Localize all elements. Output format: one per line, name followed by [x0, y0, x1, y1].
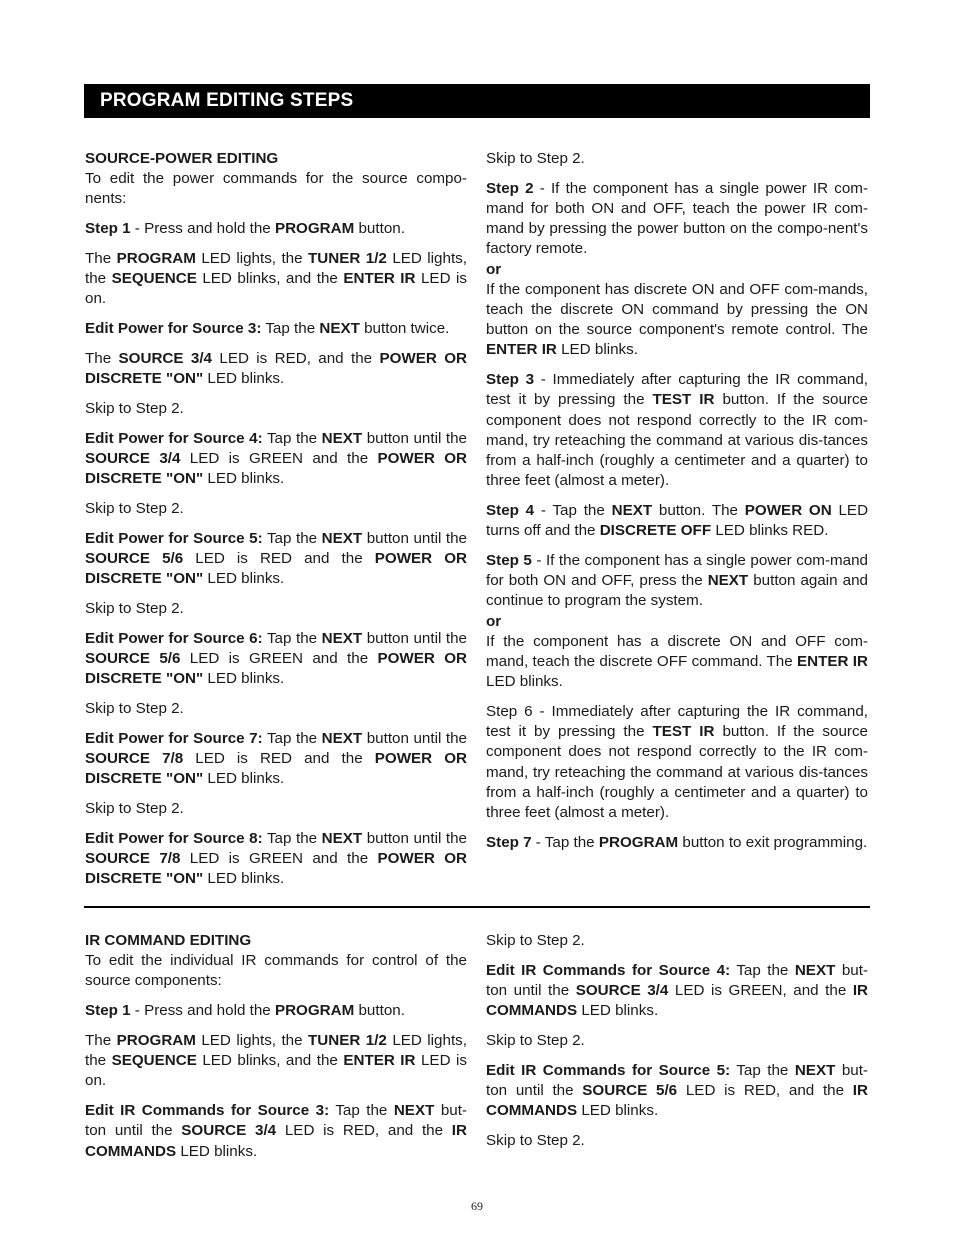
- text-run: LED blinks, and the: [196, 1052, 344, 1070]
- text-run: LED is RED, and the: [212, 350, 380, 367]
- text-run: LED blinks.: [203, 770, 285, 788]
- text-run: Skip to Step 2.: [486, 1132, 585, 1149]
- bold-text: POWER OR DISCRETE "ON": [85, 450, 467, 488]
- bold-text: Edit Power for Source 3:: [85, 320, 262, 338]
- bold-text: NEXT: [707, 572, 749, 590]
- text-run: Tap the: [329, 1102, 394, 1120]
- bold-text: TUNER 1/2: [308, 1032, 387, 1049]
- text-run: Skip to Step 2.: [85, 400, 184, 417]
- bold-text: PROGRAM: [116, 1032, 196, 1049]
- text-run: button to exit programming.: [678, 833, 868, 851]
- section-title: IR COMMAND EDITING: [85, 932, 252, 949]
- text-run: Skip to Step 2.: [85, 700, 184, 717]
- text-run: LED blinks.: [486, 673, 563, 691]
- bold-text: NEXT: [794, 1061, 836, 1079]
- text-run: Skip to Step 2.: [85, 800, 184, 817]
- paragraph: [486, 370, 868, 491]
- text-run: Tap the: [262, 629, 322, 647]
- bold-text: TUNER 1/2: [308, 250, 387, 267]
- text-run: Tap the: [730, 961, 795, 979]
- bold-text: NEXT: [321, 829, 363, 847]
- paragraph: [486, 1131, 868, 1151]
- text-run: LED blinks RED.: [711, 522, 829, 540]
- text-run: LED blinks.: [577, 1002, 659, 1020]
- text-run: Tap the: [262, 529, 322, 547]
- bold-text: POWER OR DISCRETE "ON": [85, 550, 467, 588]
- paragraph: [85, 1101, 467, 1162]
- text-run: LED is GREEN and the: [180, 450, 378, 467]
- bold-text: POWER OR DISCRETE "ON": [85, 750, 467, 788]
- text-run: LED is GREEN and the: [180, 650, 378, 667]
- paragraph: [486, 551, 868, 612]
- bold-text: NEXT: [321, 729, 363, 747]
- text-run: LED lights, the: [195, 250, 309, 267]
- text-run: - Immediately after capturing the IR command, test it by pressing the: [486, 371, 868, 409]
- text-run: button. If the source component does not respond correctly to the IR com-mand, try reteaching the command at various dis-tances from a half-inch (roughly a centimeter and a quarter) to three feet (almost a meter).: [486, 723, 868, 822]
- text-run: The: [85, 350, 119, 367]
- paragraph: [85, 249, 467, 310]
- bold-text: NEXT: [393, 1102, 435, 1120]
- text-run: LED blinks.: [203, 670, 285, 688]
- bold-text: NEXT: [321, 629, 363, 647]
- bold-text: SOURCE 5/6: [85, 650, 181, 667]
- text-run: LED is RED, and the: [677, 1082, 853, 1099]
- text-run: button until the: [362, 629, 468, 647]
- bold-text: SOURCE 3/4: [85, 450, 181, 467]
- section-divider: [84, 906, 870, 908]
- header-title: PROGRAM EDITING STEPS: [100, 90, 354, 111]
- paragraph: [486, 612, 868, 632]
- text-run: LED lights, the: [195, 1032, 309, 1049]
- paragraph: [486, 280, 868, 361]
- paragraph: [85, 499, 467, 519]
- bold-text: TEST IR: [652, 723, 715, 741]
- bold-text: SOURCE 3/4: [181, 1122, 277, 1140]
- bold-text: Step 1: [85, 1002, 131, 1020]
- bold-text: SOURCE 7/8: [85, 750, 184, 767]
- bold-text: Step 1: [85, 220, 131, 238]
- paragraph: [486, 961, 868, 1022]
- paragraph: [85, 219, 467, 239]
- text-run: LED blinks.: [176, 1142, 258, 1160]
- text-run: - If the component has a single power com-mand for both ON and OFF, press the: [486, 552, 868, 590]
- bold-text: Edit IR Commands for Source 5:: [486, 1061, 731, 1079]
- bold-text: POWER OR DISCRETE "ON": [85, 650, 467, 688]
- text-run: button.: [354, 220, 405, 238]
- bold-text: ENTER IR: [797, 653, 868, 671]
- text-run: button until the: [362, 529, 468, 547]
- text-run: LED lights, the: [85, 250, 467, 288]
- bold-text: Step 5: [486, 552, 532, 570]
- text-run: - Tap the: [531, 833, 599, 851]
- bold-text: IR COMMANDS: [85, 1122, 467, 1160]
- text-run: button again and continue to program the system.: [486, 572, 868, 610]
- text-run: LED is on.: [85, 270, 467, 308]
- text-run: LED blinks.: [577, 1102, 659, 1120]
- text-run: - Tap the: [534, 502, 612, 520]
- paragraph: [85, 829, 467, 890]
- paragraph: [486, 1031, 868, 1051]
- bold-text: Step 7: [486, 833, 532, 851]
- text-run: button twice.: [359, 320, 450, 338]
- source-power-right-column: [486, 149, 868, 863]
- bold-text: SOURCE 5/6: [582, 1082, 678, 1099]
- paragraph: [486, 632, 868, 693]
- text-run: To edit the power commands for the source compo-nents:: [85, 170, 467, 208]
- section-title: SOURCE-POWER EDITING: [85, 150, 279, 167]
- text-run: LED turns off and the: [486, 502, 869, 540]
- paragraph: [85, 799, 467, 819]
- bold-text: SOURCE 5/6: [85, 550, 184, 567]
- text-run: Skip to Step 2.: [486, 932, 585, 949]
- text-run: but-ton until the: [85, 1102, 467, 1140]
- text-run: LED is on.: [85, 1052, 467, 1090]
- text-run: LED blinks, and the: [196, 270, 344, 288]
- text-run: LED blinks.: [203, 870, 285, 888]
- text-run: Tap the: [261, 320, 320, 338]
- bold-text: Edit Power for Source 8:: [85, 829, 263, 847]
- paragraph: [85, 629, 467, 690]
- text-run: LED is GREEN, and the: [668, 982, 853, 999]
- ir-command-left-column: [85, 931, 467, 1171]
- bold-text: SOURCE 7/8: [85, 850, 181, 867]
- paragraph: [486, 149, 868, 169]
- paragraph: [85, 1031, 467, 1092]
- paragraph: [486, 833, 868, 853]
- bold-text: PROGRAM: [274, 220, 355, 238]
- text-run: Tap the: [262, 829, 322, 847]
- paragraph: [486, 702, 868, 823]
- text-run: LED is RED and the: [183, 550, 375, 567]
- text-run: LED is RED, and the: [276, 1122, 452, 1140]
- text-run: but-ton until the: [486, 1061, 868, 1099]
- text-run: - If the component has a single power IR com-mand for both ON and OFF, teach the power IR com-mand by pressing the power button on the compo-nent's factory remote.: [486, 179, 869, 258]
- text-run: button until the: [362, 829, 468, 847]
- page-number: 69: [471, 1199, 483, 1213]
- bold-text: DISCRETE OFF: [599, 522, 712, 540]
- paragraph: [486, 260, 868, 280]
- text-run: button until the: [362, 429, 468, 447]
- bold-text: or: [486, 260, 502, 278]
- bold-text: PROGRAM: [274, 1002, 355, 1020]
- bold-text: Edit IR Commands for Source 4:: [486, 961, 731, 979]
- bold-text: Edit Power for Source 4:: [85, 429, 263, 447]
- text-run: Skip to Step 2.: [486, 1032, 585, 1049]
- bold-text: ENTER IR: [343, 1052, 416, 1070]
- text-run: Tap the: [262, 729, 322, 747]
- text-run: If the component has a discrete ON and OFF com-mand, teach the discrete OFF command. The: [486, 632, 868, 671]
- text-run: LED lights, the: [85, 1032, 467, 1070]
- bold-text: PROGRAM: [598, 833, 679, 851]
- paragraph: [486, 1061, 868, 1122]
- text-run: button until the: [362, 729, 468, 747]
- section-header: [84, 84, 870, 118]
- bold-text: SEQUENCE: [111, 270, 197, 288]
- bold-text: ENTER IR: [343, 270, 416, 288]
- text-run: Skip to Step 2.: [85, 600, 184, 617]
- bold-text: Edit Power for Source 6:: [85, 629, 263, 647]
- bold-text: NEXT: [319, 320, 360, 338]
- paragraph: [85, 599, 467, 619]
- bold-text: NEXT: [321, 529, 363, 547]
- text-run: button. The: [652, 502, 745, 520]
- bold-text: TEST IR: [652, 391, 715, 409]
- text-run: Tap the: [262, 429, 322, 447]
- source-power-left-column: [85, 149, 467, 899]
- text-run: Skip to Step 2.: [486, 150, 585, 167]
- bold-text: POWER OR DISCRETE "ON": [85, 350, 467, 388]
- ir-command-right-column: [486, 931, 868, 1161]
- paragraph: [486, 501, 868, 541]
- paragraph: [85, 399, 467, 419]
- text-run: Tap the: [730, 1061, 795, 1079]
- text-run: LED blinks.: [556, 341, 638, 359]
- bold-text: PROGRAM: [116, 250, 196, 267]
- paragraph: [85, 1001, 467, 1021]
- bold-text: NEXT: [794, 961, 836, 979]
- bold-text: NEXT: [611, 502, 653, 520]
- bold-text: Edit Power for Source 5:: [85, 529, 263, 547]
- bold-text: IR COMMANDS: [486, 1082, 868, 1120]
- paragraph: [486, 179, 868, 260]
- text-run: LED blinks.: [203, 570, 285, 588]
- text-run: The: [85, 1032, 117, 1049]
- bold-text: ENTER IR: [486, 341, 557, 359]
- bold-text: SOURCE 3/4: [575, 982, 669, 999]
- text-run: but-ton until the: [486, 961, 868, 999]
- paragraph: [85, 529, 467, 590]
- text-run: LED is GREEN and the: [180, 850, 378, 867]
- bold-text: NEXT: [321, 429, 363, 447]
- text-run: Skip to Step 2.: [85, 500, 184, 517]
- text-run: To edit the individual IR commands for control of the source components:: [85, 952, 467, 990]
- paragraph: [486, 931, 868, 951]
- bold-text: Step 2: [486, 179, 534, 197]
- paragraph: [85, 169, 467, 209]
- bold-text: Step 4: [486, 502, 535, 520]
- bold-text: Edit Power for Source 7:: [85, 729, 263, 747]
- paragraph: [85, 349, 467, 389]
- bold-text: IR COMMANDS: [486, 982, 868, 1020]
- text-run: LED is RED and the: [183, 750, 375, 767]
- paragraph: [85, 429, 467, 490]
- bold-text: or: [486, 612, 502, 630]
- text-run: button.: [354, 1002, 405, 1020]
- text-run: - Press and hold the: [130, 220, 275, 238]
- paragraph: [85, 699, 467, 719]
- bold-text: POWER OR DISCRETE "ON": [85, 850, 467, 888]
- text-run: button. If the source component does not respond correctly to the IR com-mand, try reteaching the command at various dis-tances from a half-inch (roughly a centimeter and a quarter) to three feet (almost a meter).: [486, 391, 868, 490]
- bold-text: Step 3: [486, 371, 535, 389]
- paragraph: [85, 729, 467, 790]
- text-run: - Press and hold the: [130, 1002, 275, 1020]
- text-run: If the component has discrete ON and OFF com-mands, teach the discrete ON command by pressing the ON button on the source component's remote control. The: [486, 280, 868, 339]
- text-run: The: [85, 250, 117, 267]
- text-run: LED blinks.: [203, 470, 285, 488]
- bold-text: POWER ON: [744, 502, 832, 520]
- text-run: Step 6 - Immediately after capturing the IR command, test it by pressing the: [486, 703, 868, 741]
- bold-text: Edit IR Commands for Source 3:: [85, 1102, 330, 1120]
- bold-text: SEQUENCE: [111, 1052, 197, 1070]
- bold-text: SOURCE 3/4: [118, 350, 213, 367]
- text-run: LED blinks.: [203, 370, 285, 388]
- paragraph: [85, 319, 467, 339]
- paragraph: [85, 951, 467, 991]
